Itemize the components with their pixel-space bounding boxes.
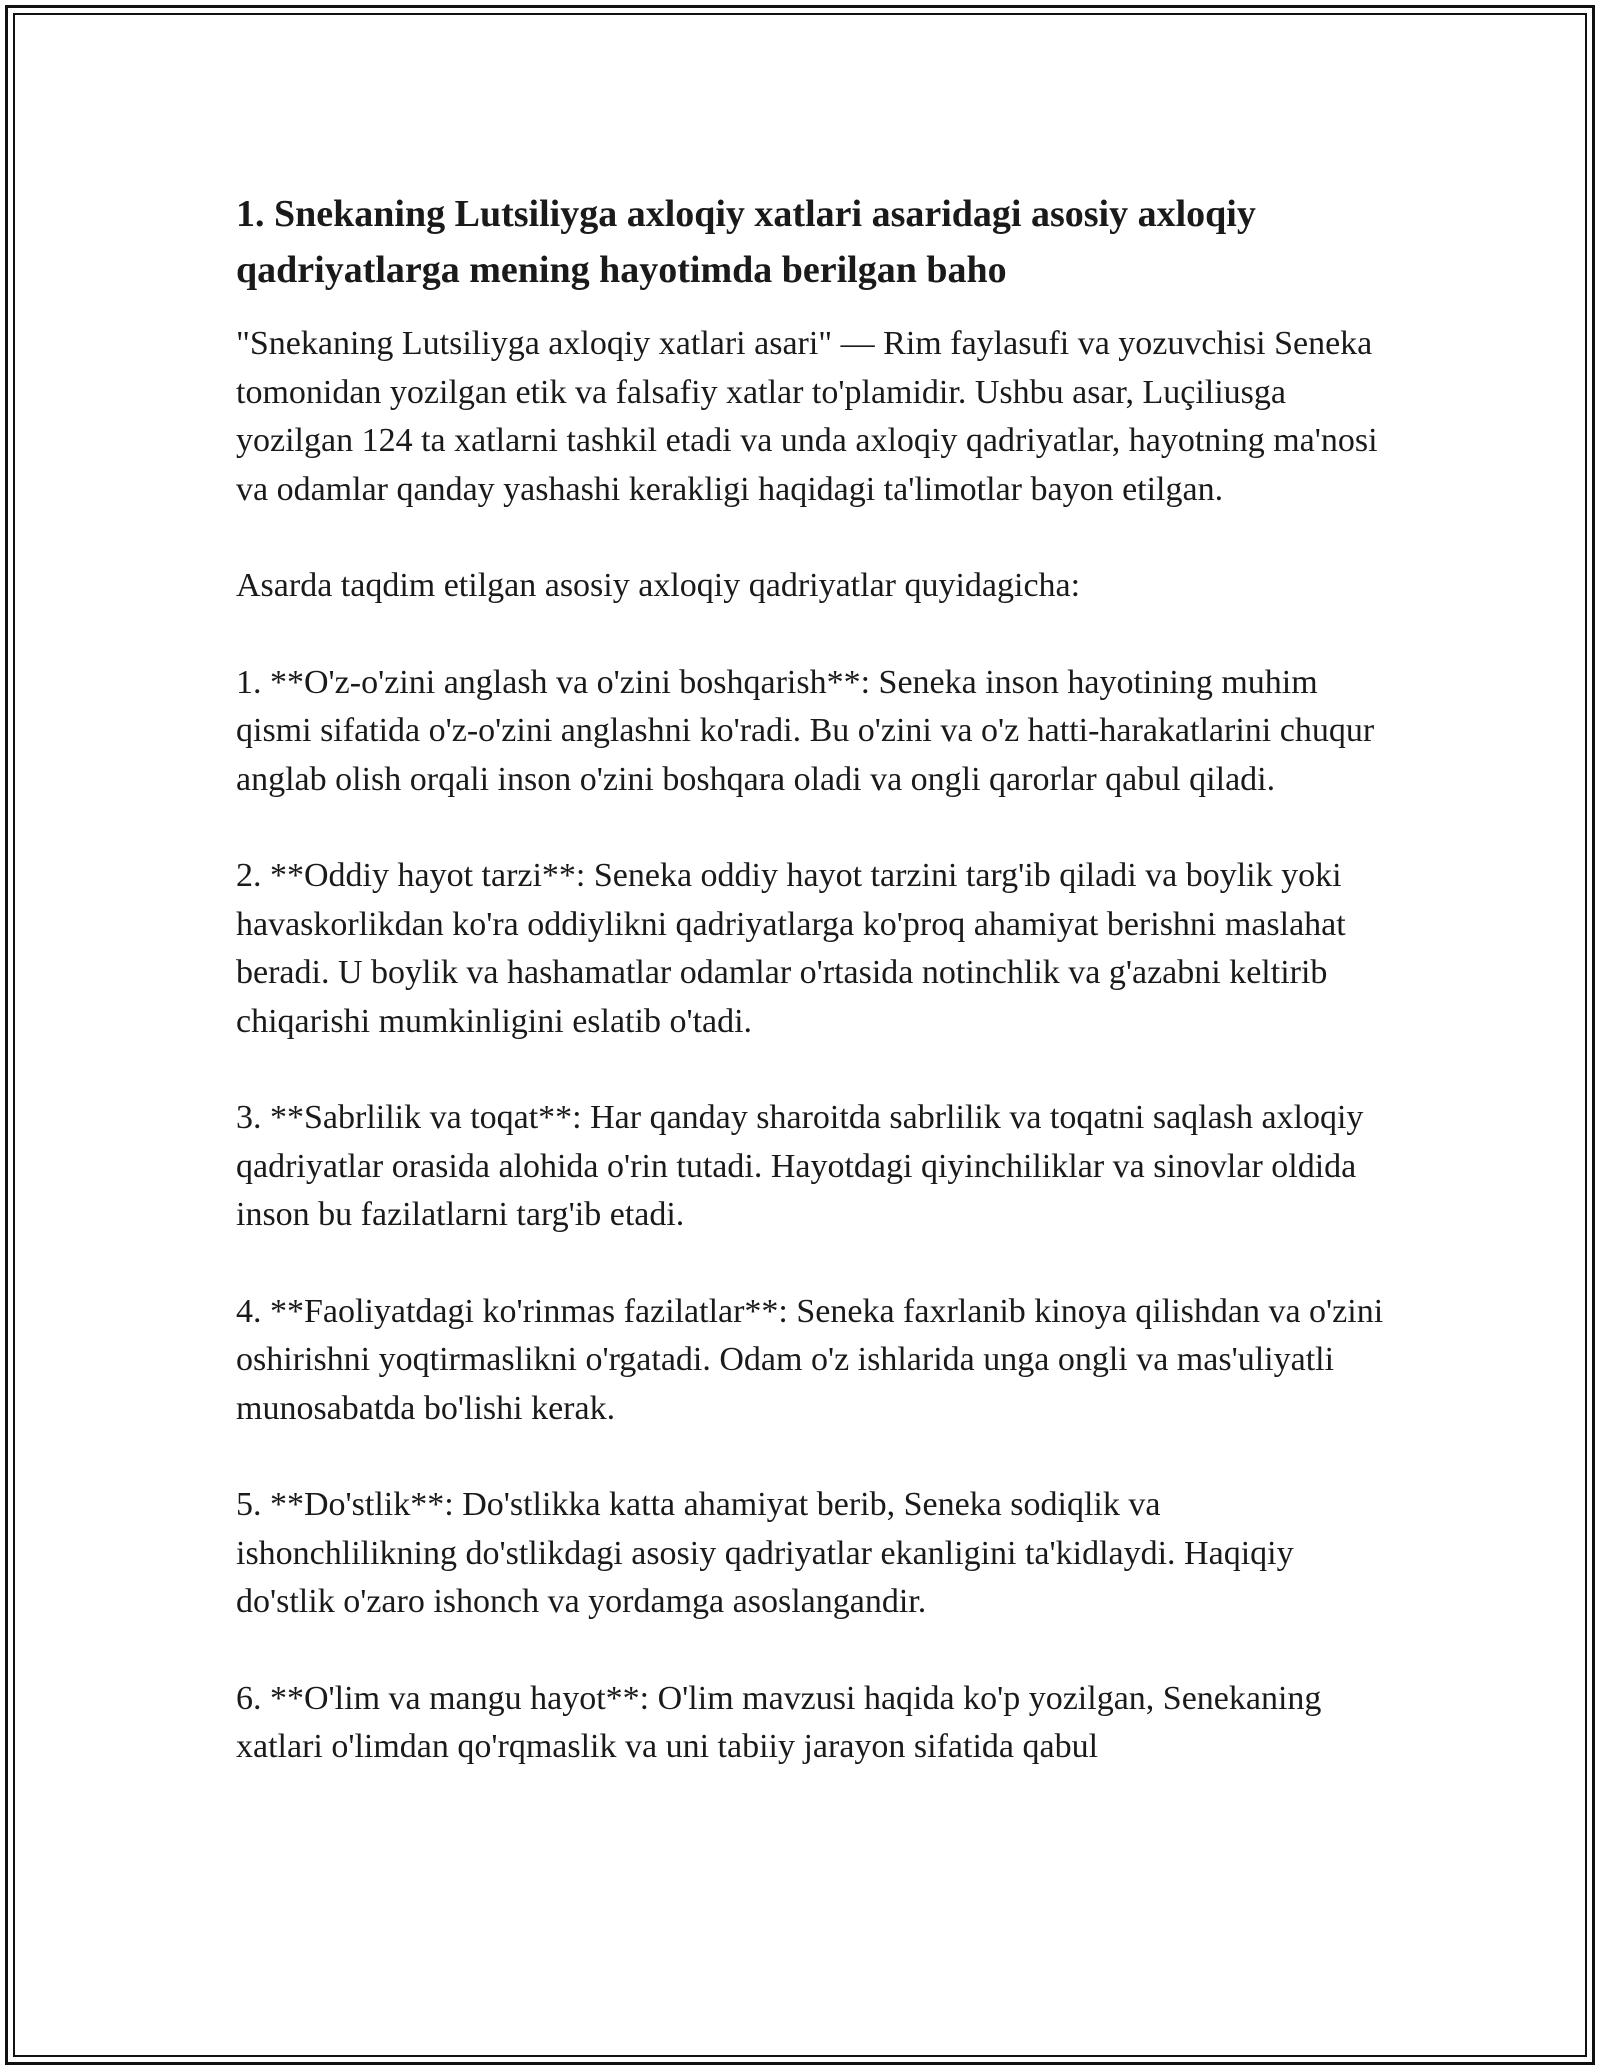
value-item-6: 6. **O'lim va mangu hayot**: O'lim mavzusi haqida ko'p yozilgan, Senekaning xatlari o'limdan qo'rqmaslik va uni tabiiy jarayon sifatida qabul bbox=[236, 1679, 1322, 1765]
value-item-2: 2. **Oddiy hayot tarzi**: Seneka oddiy hayot tarzini targ'ib qiladi va boylik yoki havaskorlikdan ko'ra oddiylikni qadriyatlarga ko'proq ahamiyat berishni maslahat beradi. U boylik va hashamatlar odamlar o'rtasida notinchlik va g'azabni keltirib chiqarishi mumkinligini eslatib o'tadi. bbox=[236, 857, 1346, 1040]
value-item-5: 5. **Do'stlik**: Do'stlikka katta ahamiyat berib, Seneka sodiqlik va ishonchlilikning do'stlikdagi asosiy qadriyatlar ekanligini ta'kidlaydi. Haqiqiy do'stlik o'zaro ishonch va yordamga asoslangandir. bbox=[236, 1486, 1294, 1620]
value-item-1: 1. **O'z-o'zini anglash va o'zini boshqarish**: Seneka inson hayotining muhim qismi sifatida o'z-o'zini anglashni ko'radi. Bu o'zini va o'z hatti-harakatlarini chuqur anglab olish orqali inson o'zini boshqara oladi va ongli qarorlar qabul qiladi. bbox=[236, 663, 1375, 798]
document-heading: 1. Snekaning Lutsiliyga axloqiy xatlari asaridagi asosiy axloqiy qadriyatlarga mening hayotimda berilgan baho bbox=[236, 193, 1256, 291]
intro-paragraph: "Snekaning Lutsiliyga axloqiy xatlari asari" — Rim faylasufi va yozuvchisi Seneka tomonidan yozilgan etik va falsafiy xatlar to'plamidir. Ushbu asar, Luçiliusga yozilgan 124 ta xatlarni tashkil etadi va unda axloqiy qadriyatlar, hayotning ma'nosi va odamlar qanday yashashi kerakligi haqidagi ta'limotlar bayon etilgan. bbox=[236, 325, 1378, 508]
value-item-4: 4. **Faoliyatdagi ko'rinmas fazilatlar**: Seneka faxrlanib kinoya qilishdan va o'zini oshirishni yoqtirmaslikni o'rgatadi. Odam o'z ishlarida unga ongli va mas'uliyatli munosabatda bo'lishi kerak. bbox=[236, 1292, 1384, 1427]
document-body bbox=[236, 186, 1386, 1772]
value-item-3: 3. **Sabrlilik va toqat**: Har qanday sharoitda sabrlilik va toqatni saqlash axloqiy qadriyatlar orasida alohida o'rin tutadi. Hayotdagi qiyinchiliklar va sinovlar oldida inson bu fazilatlarni targ'ib etadi. bbox=[236, 1099, 1364, 1233]
lead-in-paragraph: Asarda taqdim etilgan asosiy axloqiy qadriyatlar quyidagicha: bbox=[236, 567, 1081, 604]
